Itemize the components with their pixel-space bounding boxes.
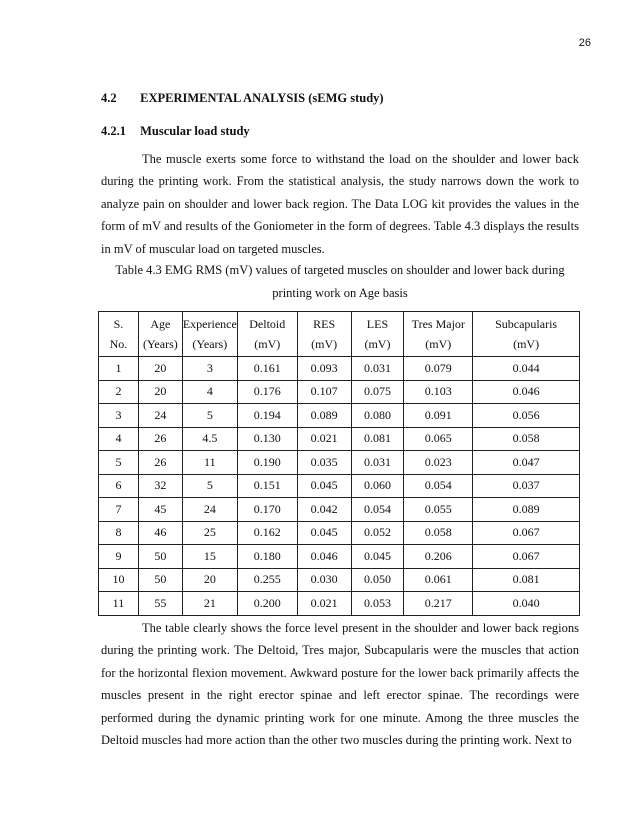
emg-data-table — [98, 311, 580, 616]
table-cell: 0.047 — [473, 451, 580, 475]
table-cell: 15 — [182, 545, 237, 569]
table-cell: 50 — [138, 568, 182, 592]
table-cell: 26 — [138, 427, 182, 451]
table-cell: 4.5 — [182, 427, 237, 451]
table-cell: 5 — [182, 404, 237, 428]
table-cell: 0.107 — [297, 380, 351, 404]
table-row — [99, 451, 580, 475]
section-title: EXPERIMENTAL ANALYSIS (sEMG study) — [140, 91, 384, 105]
table-cell: 0.058 — [473, 427, 580, 451]
table-cell: 0.045 — [297, 474, 351, 498]
table-cell: 11 — [99, 592, 139, 616]
table-row — [99, 521, 580, 545]
table-row — [99, 592, 580, 616]
table-cell: 0.089 — [297, 404, 351, 428]
table-cell: 0.162 — [237, 521, 297, 545]
table-cell: 0.050 — [351, 568, 404, 592]
table-cell: 0.180 — [237, 545, 297, 569]
table-row — [99, 568, 580, 592]
table-cell: 0.079 — [404, 357, 473, 381]
table-cell: 0.089 — [473, 498, 580, 522]
column-header-tres-major: Tres Major (mV) — [404, 312, 473, 357]
table-cell: 0.190 — [237, 451, 297, 475]
table-cell: 20 — [138, 357, 182, 381]
table-row — [99, 498, 580, 522]
table-cell: 9 — [99, 545, 139, 569]
table-cell: 0.067 — [473, 521, 580, 545]
table-row — [99, 427, 580, 451]
table-caption — [101, 259, 579, 305]
table-cell: 0.130 — [237, 427, 297, 451]
section-number: 4.2 — [101, 91, 117, 105]
table-cell: 0.255 — [237, 568, 297, 592]
table-cell: 0.217 — [404, 592, 473, 616]
table-cell: 0.042 — [297, 498, 351, 522]
table-cell: 21 — [182, 592, 237, 616]
table-caption-line: printing work on Age basis — [272, 286, 408, 300]
table-cell: 0.151 — [237, 474, 297, 498]
table-cell: 0.053 — [351, 592, 404, 616]
table-cell: 32 — [138, 474, 182, 498]
table-cell: 0.091 — [404, 404, 473, 428]
table-cell: 26 — [138, 451, 182, 475]
table-cell: 1 — [99, 357, 139, 381]
table-caption-line: Table 4.3 EMG RMS (mV) values of targeted muscles on shoulder and lower back during — [115, 263, 565, 277]
discussion-paragraph: The table clearly shows the force level present in the shoulder and lower back regions during the printing work. The Deltoid, Tres major, Subcapularis were the muscles that action for the horizontal flexion movement. Awkward posture for the lower back primarily affects the muscles present in the right erector spinae and left erector spinae. The recordings were performed during the dynamic printing work for one minute. Among the three muscles the Deltoid muscles had more action than the other two muscles during the printing work. Next to — [101, 621, 579, 748]
table-cell: 2 — [99, 380, 139, 404]
table-cell: 0.061 — [404, 568, 473, 592]
table-cell: 0.067 — [473, 545, 580, 569]
section-heading — [101, 91, 384, 106]
table-cell: 46 — [138, 521, 182, 545]
table-cell: 8 — [99, 521, 139, 545]
column-header-les: LES (mV) — [351, 312, 404, 357]
table-cell: 4 — [182, 380, 237, 404]
column-header-res: RES (mV) — [297, 312, 351, 357]
table-cell: 0.030 — [297, 568, 351, 592]
table-cell: 24 — [138, 404, 182, 428]
table-cell: 0.023 — [404, 451, 473, 475]
table-cell: 55 — [138, 592, 182, 616]
table-cell: 3 — [182, 357, 237, 381]
table-cell: 3 — [99, 404, 139, 428]
table-row — [99, 474, 580, 498]
table-cell: 0.161 — [237, 357, 297, 381]
table-cell: 0.037 — [473, 474, 580, 498]
page-number: 26 — [578, 37, 591, 49]
table-cell: 0.080 — [351, 404, 404, 428]
column-header-serial: S. No. — [99, 312, 139, 357]
column-header-age: Age (Years) — [138, 312, 182, 357]
table-cell: 0.046 — [297, 545, 351, 569]
table-cell: 20 — [182, 568, 237, 592]
table-cell: 0.206 — [404, 545, 473, 569]
table-cell: 0.046 — [473, 380, 580, 404]
table-cell: 0.035 — [297, 451, 351, 475]
intro-paragraph: The muscle exerts some force to withstand the load on the shoulder and lower back during the printing work. From the statistical analysis, the study narrows down the work to analyze pain on shoulder and lower back region. The Data LOG kit provides the values in the form of mV and results of the Goniometer in the form of degrees. Table 4.3 displays the results in mV of muscular load on targeted muscles. — [101, 152, 579, 256]
table-header-row — [99, 312, 580, 357]
table-cell: 4 — [99, 427, 139, 451]
table-cell: 0.075 — [351, 380, 404, 404]
table-cell: 0.052 — [351, 521, 404, 545]
subsection-number: 4.2.1 — [101, 124, 126, 138]
table-cell: 25 — [182, 521, 237, 545]
table-cell: 0.054 — [404, 474, 473, 498]
table-row — [99, 545, 580, 569]
table-cell: 0.031 — [351, 357, 404, 381]
table-row — [99, 357, 580, 381]
table-cell: 0.045 — [351, 545, 404, 569]
column-header-subcapularis: Subcapularis (mV) — [473, 312, 580, 357]
table-cell: 0.081 — [351, 427, 404, 451]
table-cell: 0.045 — [297, 521, 351, 545]
table-cell: 20 — [138, 380, 182, 404]
table-cell: 0.065 — [404, 427, 473, 451]
table-cell: 0.044 — [473, 357, 580, 381]
table-cell: 24 — [182, 498, 237, 522]
table-cell: 7 — [99, 498, 139, 522]
table-cell: 50 — [138, 545, 182, 569]
table-cell: 0.176 — [237, 380, 297, 404]
table-cell: 45 — [138, 498, 182, 522]
table-cell: 6 — [99, 474, 139, 498]
table-row — [99, 380, 580, 404]
table-cell: 0.194 — [237, 404, 297, 428]
table-cell: 5 — [99, 451, 139, 475]
table-cell: 0.081 — [473, 568, 580, 592]
table-cell: 0.103 — [404, 380, 473, 404]
table-cell: 0.060 — [351, 474, 404, 498]
table-cell: 0.170 — [237, 498, 297, 522]
table-cell: 0.040 — [473, 592, 580, 616]
table-cell: 5 — [182, 474, 237, 498]
column-header-deltoid: Deltoid (mV) — [237, 312, 297, 357]
subsection-heading — [101, 124, 250, 139]
table-cell: 0.031 — [351, 451, 404, 475]
table-cell: 0.021 — [297, 427, 351, 451]
table-cell: 0.054 — [351, 498, 404, 522]
table-cell: 0.200 — [237, 592, 297, 616]
table-cell: 0.055 — [404, 498, 473, 522]
table-cell: 0.021 — [297, 592, 351, 616]
table-cell: 0.093 — [297, 357, 351, 381]
table-cell: 0.056 — [473, 404, 580, 428]
table-cell: 0.058 — [404, 521, 473, 545]
table-cell: 10 — [99, 568, 139, 592]
column-header-experience: Experience (Years) — [182, 312, 237, 357]
table-cell: 11 — [182, 451, 237, 475]
subsection-title: Muscular load study — [140, 124, 250, 138]
table-row — [99, 404, 580, 428]
